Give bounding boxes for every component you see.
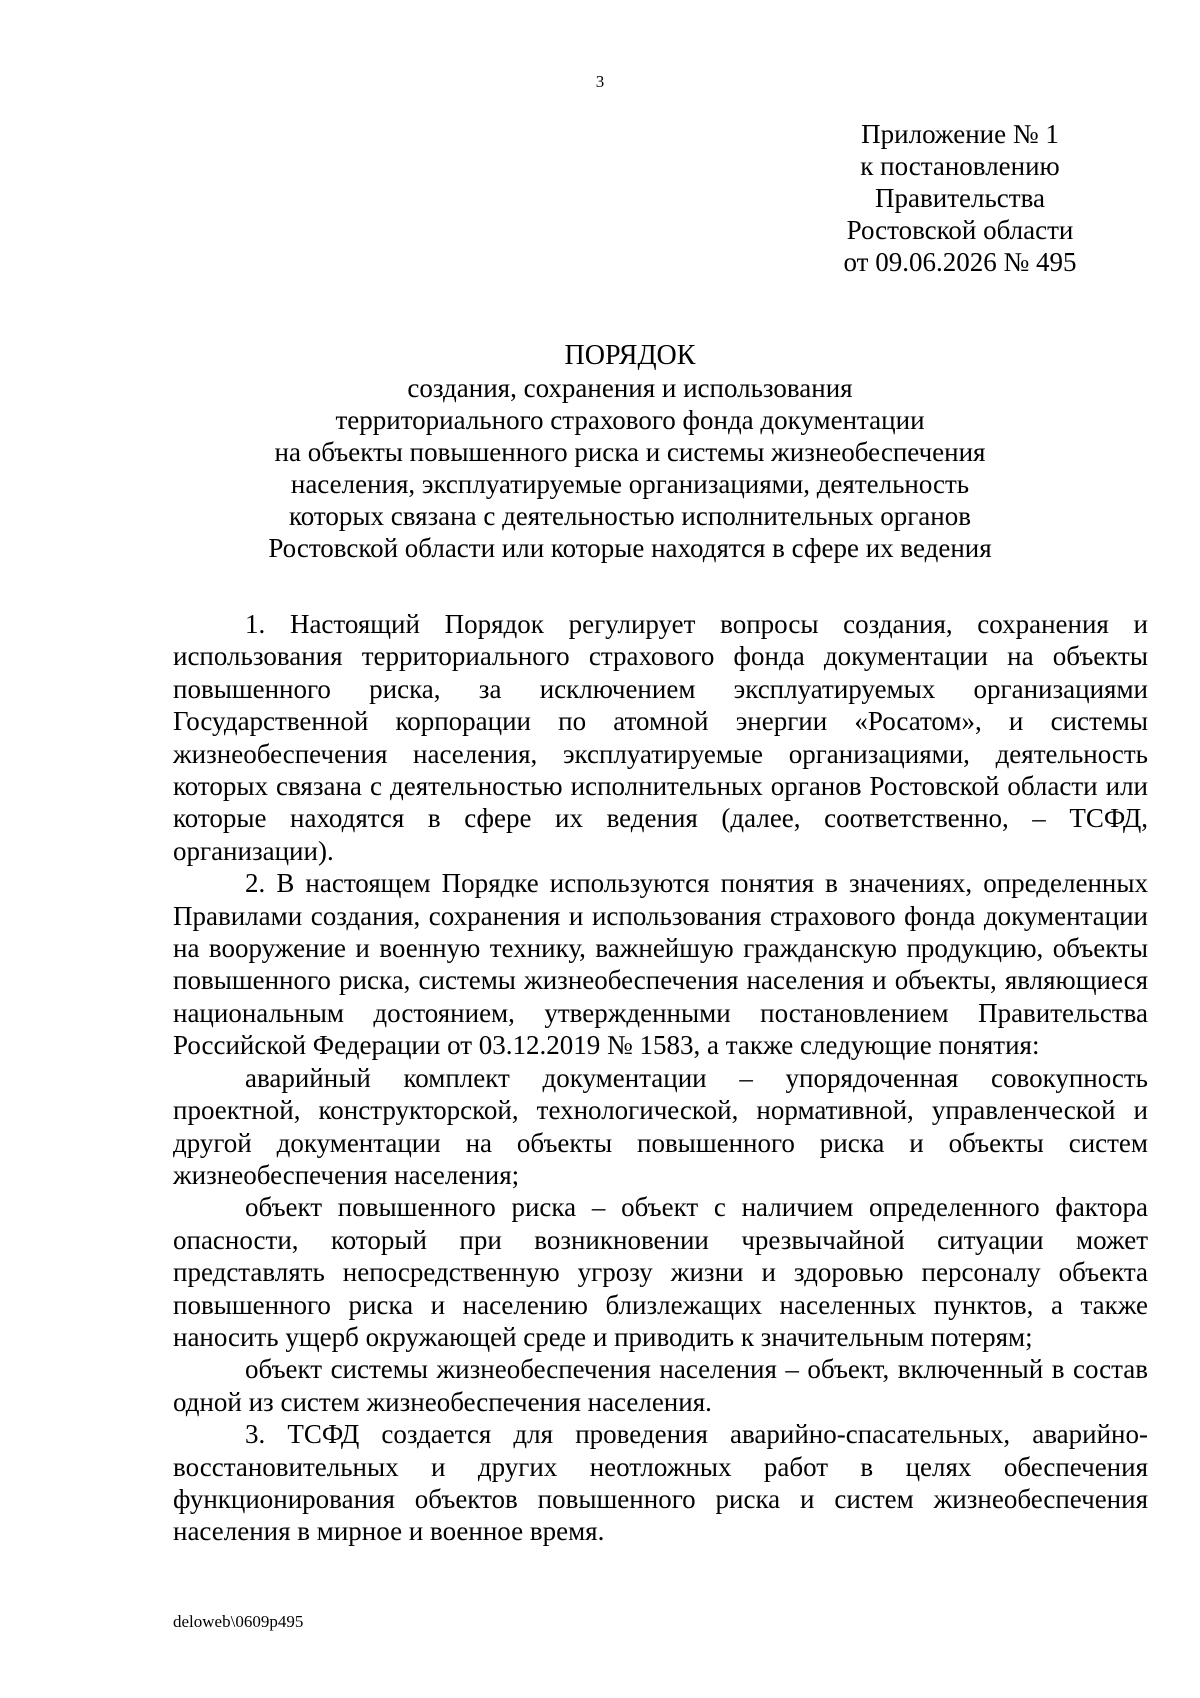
document-subtitle-line: на объекты повышенного риска и системы жизнеобеспечения: [274, 437, 986, 467]
document-subtitle-line: которых связана с деятельностью исполнительных органов: [288, 501, 971, 531]
document-subtitle-line: населения, эксплуатируемые организациями, деятельность: [290, 469, 970, 499]
definition-high-risk-object: объект повышенного риска – объект с наличием определенного фактора опасности, который при возникновении чрезвычайной ситуации может представлять непосредственную угрозу жизни и здоровью персоналу объекта повышенного риска и населению близлежащих населенных пунктов, а также наносить ущерб окружающей среде и приводить к значительным потерям;: [173, 1192, 1148, 1352]
appendix-line: Правительства: [875, 183, 1045, 213]
document-title-block: [200, 340, 1060, 564]
appendix-line: Ростовской области: [846, 215, 1074, 245]
document-subtitle-line: создания, сохранения и использования: [407, 373, 853, 403]
paragraph-2: 2. В настоящем Порядке используются понятия в значениях, определенных Правилами создания, сохранения и использования страхового фонда документации на вооружение и военную технику, важнейшую гражданскую продукцию, объекты повышенного риска, системы жизнеобеспечения населения и объекты, являющиеся национальным достоянием, утвержденными постановлением Правительства Российской Федерации от 03.12.2019 № 1583, а также следующие понятия:: [173, 868, 1148, 1061]
document-title: ПОРЯДОК: [564, 340, 696, 371]
appendix-line: от 09.06.2026 № 495: [843, 247, 1077, 277]
document-subtitle-line: территориального страхового фонда документации: [335, 405, 925, 435]
definition-life-support-object: объект системы жизнеобеспечения населения – объект, включенный в состав одной из систем жизнеобеспечения населения.: [173, 1354, 1148, 1417]
page-number: 3: [595, 72, 605, 91]
paragraph-3: 3. ТСФД создается для проведения аварийно-спасательных, аварийно-восстановительных и других неотложных работ в целях обеспечения функционирования объектов повышенного риска и систем жизнеобеспечения населения в мирное и военное время.: [173, 1419, 1148, 1547]
paragraph-1: 1. Настоящий Порядок регулирует вопросы создания, сохранения и использования территориального страхового фонда документации на объекты повышенного риска, за исключением эксплуатируемых организациями Государственной корпорации по атомной энергии «Росатом», и системы жизнеобеспечения населения, эксплуатируемые организациями, деятельность которых связана с деятельностью исполнительных органов Ростовской области или которые находятся в сфере их ведения (далее, соответственно, – ТСФД, организации).: [173, 609, 1148, 866]
footer-document-reference: deloweb\0609p495: [173, 1612, 304, 1631]
document-subtitle-line: Ростовской области или которые находятся в сфере их ведения: [268, 533, 992, 563]
appendix-block: [810, 118, 1110, 278]
appendix-line: Приложение № 1: [861, 119, 1059, 149]
definition-emergency-kit: аварийный комплект документации – упорядоченная совокупность проектной, конструкторской, технологической, нормативной, управленческой и другой документации на объекты повышенного риска и объекты систем жизнеобеспечения населения;: [173, 1062, 1148, 1190]
document-body: [173, 608, 1148, 1548]
appendix-line: к постановлению: [860, 151, 1060, 181]
